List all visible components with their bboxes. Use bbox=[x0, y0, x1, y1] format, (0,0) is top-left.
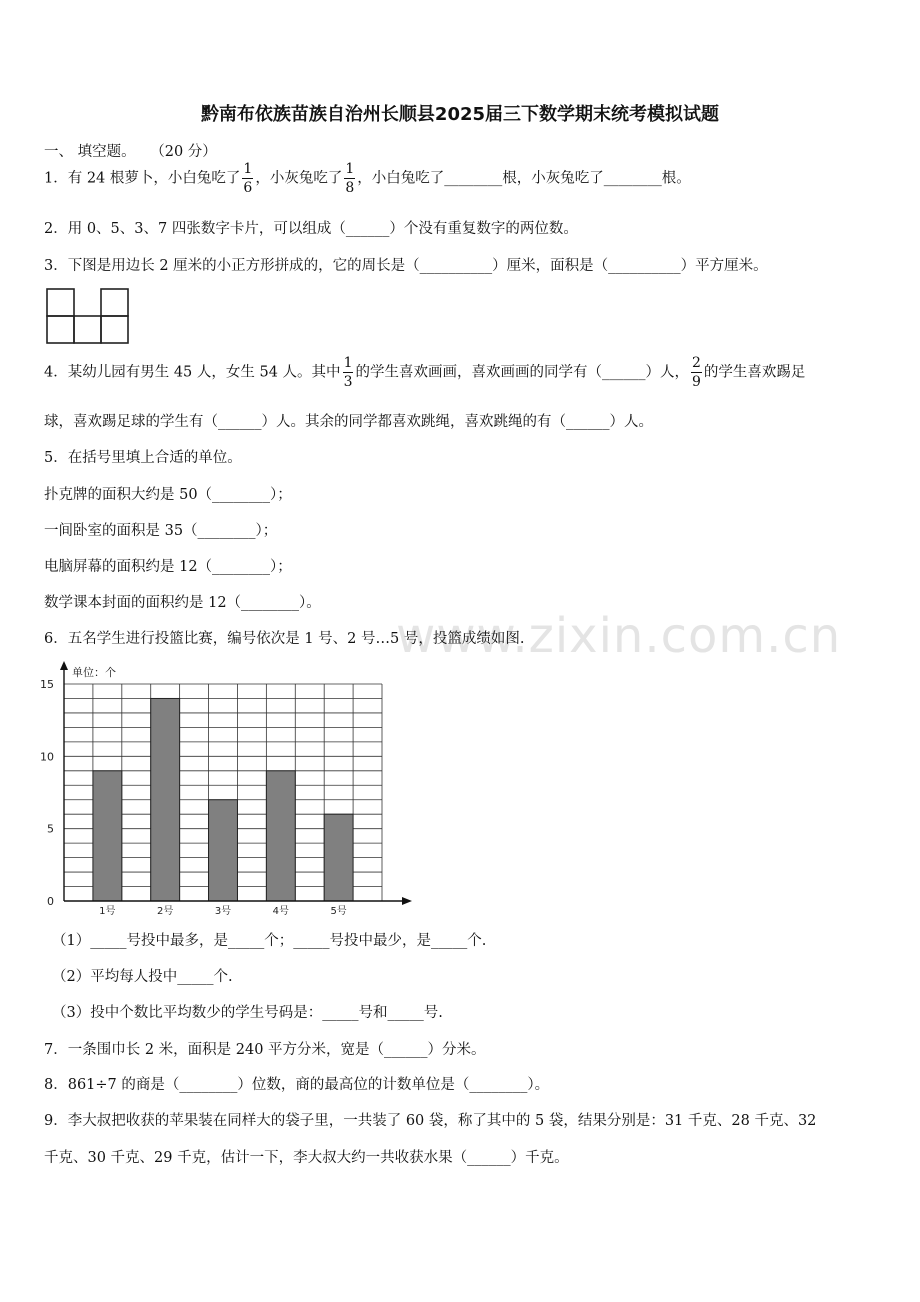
square-top-left bbox=[47, 289, 74, 316]
q4-text-b: 的学生喜欢画画，喜欢画画的同学有（______）人， bbox=[355, 364, 689, 381]
bar-chart bbox=[40, 658, 420, 918]
question-4-line-2: 球，喜欢踢足球的学生有（______）人。其余的同学都喜欢跳绳，喜欢跳绳的有（______）人。 bbox=[44, 414, 653, 430]
question-8: 8．861÷7 的商是（________）位数，商的最高位的计数单位是（________）。 bbox=[44, 1077, 550, 1093]
bar-4 bbox=[266, 771, 295, 901]
y-axis-arrow bbox=[60, 661, 68, 670]
x-tick-label: 4号 bbox=[272, 906, 290, 917]
q5-item: 数学课本封面的面积约是 12（________）。 bbox=[44, 595, 321, 611]
bar-1 bbox=[93, 771, 122, 901]
y-tick-label: 0 bbox=[47, 895, 54, 908]
question-4 bbox=[44, 356, 805, 389]
q5-item: 一间卧室的面积是 35（________）； bbox=[44, 523, 278, 539]
question-6: 6．五名学生进行投篮比赛，编号依次是 1 号、2 号…5 号，投篮成绩如图. bbox=[44, 631, 525, 647]
square-bottom-1 bbox=[47, 316, 74, 343]
question-3: 3．下图是用边长 2 厘米的小正方形拼成的，它的周长是（__________）厘米，面积是（__________）平方厘米。 bbox=[44, 258, 768, 274]
bar-5 bbox=[324, 814, 353, 901]
x-tick-label: 5号 bbox=[330, 906, 347, 917]
q1-text-c: ，小白兔吃了________根，小灰兔吃了________根。 bbox=[357, 170, 691, 187]
q1-fraction-2: $\frac{1}{8}$ bbox=[345, 161, 355, 196]
q5-item: 扑克牌的面积大约是 50（________）； bbox=[44, 487, 292, 503]
question-2: 2．用 0、5、3、7 四张数字卡片，可以组成（______）个没有重复数字的两位数。 bbox=[44, 221, 578, 237]
q5-item: 电脑屏幕的面积约是 12（________）； bbox=[44, 559, 292, 575]
squares-figure bbox=[46, 288, 130, 344]
watermark: www.zixin.com.cn bbox=[396, 608, 842, 664]
q4-text-a: 4．某幼儿园有男生 45 人，女生 54 人。其中 bbox=[44, 364, 341, 381]
q6-sub-1: （1）_____号投中最多，是_____个；_____号投中最少，是_____个. bbox=[52, 933, 487, 949]
q4-fraction-2: $\frac{2}{9}$ bbox=[691, 355, 701, 390]
page-title: 黔南布依族苗族自治州长顺县2025届三下数学期末统考模拟试题 bbox=[200, 104, 720, 125]
square-bottom-3 bbox=[101, 316, 128, 343]
y-axis-unit-label: 单位：个 bbox=[72, 666, 116, 679]
section-score: （20 分） bbox=[150, 144, 217, 160]
y-tick-label: 15 bbox=[40, 678, 54, 691]
q6-sub-2: （2）平均每人投中_____个. bbox=[52, 969, 233, 985]
q4-fraction-1: $\frac{1}{3}$ bbox=[343, 355, 353, 390]
bar-2 bbox=[151, 698, 180, 901]
q4-text-c: 的学生喜欢踢足 bbox=[703, 364, 806, 381]
square-top-right bbox=[101, 289, 128, 316]
question-5: 5．在括号里填上合适的单位。 bbox=[44, 450, 242, 466]
x-axis-arrow bbox=[402, 897, 412, 905]
question-1 bbox=[44, 162, 691, 195]
q1-text-b: ，小灰兔吃了 bbox=[255, 170, 343, 187]
q1-text-a: 1．有 24 根萝卜，小白兔吃了 bbox=[44, 170, 241, 187]
x-tick-label: 2号 bbox=[156, 906, 174, 917]
x-tick-label: 1号 bbox=[99, 906, 116, 917]
x-tick-label: 3号 bbox=[214, 906, 232, 917]
question-7: 7．一条围巾长 2 米，面积是 240 平方分米，宽是（______）分米。 bbox=[44, 1042, 486, 1058]
q1-fraction-1: $\frac{1}{6}$ bbox=[243, 161, 253, 196]
section-heading bbox=[44, 140, 217, 161]
section-label: 一、 填空题。 bbox=[44, 144, 136, 160]
question-9: 9．李大叔把收获的苹果装在同样大的袋子里，一共装了 60 袋，称了其中的 5 袋，结果分别是：31 千克、28 千克、32 bbox=[44, 1113, 817, 1129]
square-bottom-2 bbox=[74, 316, 101, 343]
y-tick-label: 5 bbox=[47, 822, 54, 836]
question-9-line-2: 千克、30 千克、29 千克，估计一下，李大叔大约一共收获水果（______）千克。 bbox=[44, 1150, 569, 1166]
q6-sub-3: （3）投中个数比平均数少的学生号码是：_____号和_____号. bbox=[52, 1005, 443, 1021]
bar-3 bbox=[209, 800, 238, 901]
y-tick-label: 10 bbox=[40, 750, 54, 764]
